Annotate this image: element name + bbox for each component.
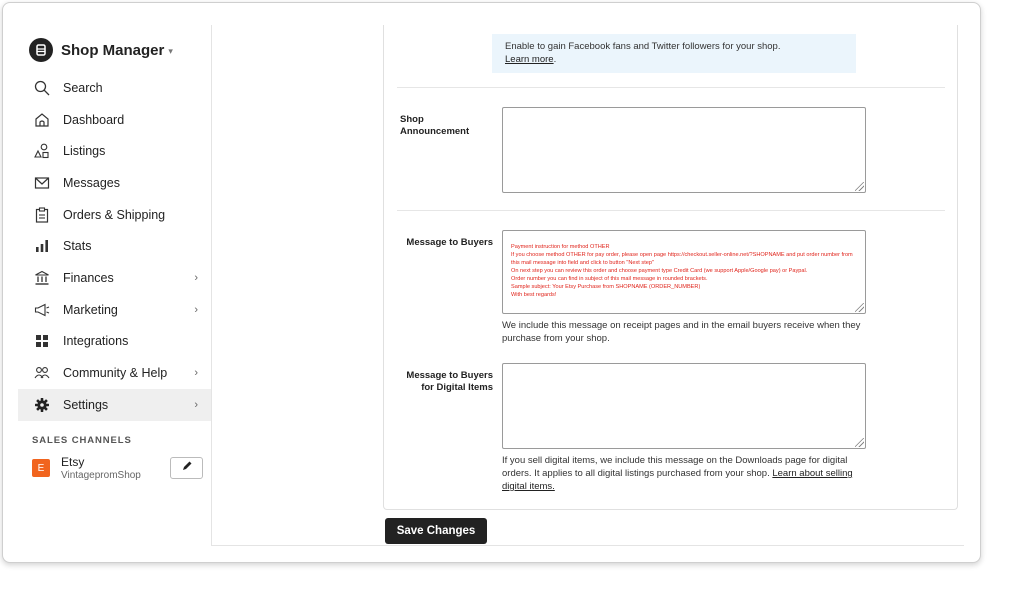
sidebar-item-label: Integrations — [63, 334, 129, 349]
digital-items-textarea[interactable] — [502, 363, 866, 449]
channel-text — [61, 455, 141, 481]
resize-handle-icon[interactable] — [855, 182, 864, 191]
sales-channels-heading: SALES CHANNELS — [32, 435, 132, 446]
bank-icon — [33, 269, 51, 287]
sidebar-item-label: Orders & Shipping — [63, 207, 166, 222]
learn-more-link[interactable]: Learn more — [505, 54, 554, 65]
edit-channel-button[interactable] — [170, 457, 203, 479]
message-help-text: We include this message on receipt pages and in the email buyers receive when they purchase from your shop. — [502, 320, 861, 344]
sidebar-item-messages[interactable] — [18, 167, 211, 199]
sidebar-item-label: Marketing — [63, 302, 118, 317]
sidebar-item-label: Messages — [63, 175, 120, 190]
section-divider — [397, 210, 945, 211]
announcement-textarea[interactable] — [502, 107, 866, 193]
sidebar-item-integrations[interactable] — [18, 326, 211, 358]
chevron-right-icon: › — [194, 303, 198, 316]
save-changes-button[interactable]: Save Changes — [385, 518, 487, 544]
shop-manager-menu[interactable] — [29, 38, 173, 62]
learn-more-suffix: . — [553, 54, 557, 65]
bar-chart-icon — [33, 237, 51, 255]
sidebar-item-label: Community & Help — [63, 366, 168, 381]
etsy-logo-icon: E — [32, 459, 50, 477]
digital-label-line2: for Digital Items — [421, 382, 493, 393]
megaphone-icon — [33, 301, 51, 319]
pencil-icon — [181, 459, 193, 477]
message-to-buyers-value: Payment instruction for method OTHER If you choose method OTHER for pay order, please open page https://checkout.seller-online.net/?SHOPNAME and put order number from this mail message into field and click to button "Next step" On next step you can review this order and choose payment type Credit Card (we support Apple/Google pay) or Paypal. Order number you can find in subject of this mail message in rounded brackets. Sample subject: Your Etsy Purchase from SHOPNAME (ORDER_NUMBER) With best regards! — [511, 244, 853, 298]
footer-divider — [211, 545, 964, 546]
sidebar-item-stats[interactable] — [18, 230, 211, 262]
sidebar — [3, 3, 211, 562]
digital-label-line1: Message to Buyers — [406, 370, 493, 381]
brand-title: Shop Manager — [61, 41, 165, 59]
sidebar-item-label: Finances — [63, 270, 114, 285]
channel-shop-name: VintagepromShop — [61, 470, 141, 481]
app-window — [2, 2, 981, 563]
message-to-buyers-label: Message to Buyers — [406, 237, 493, 248]
search-icon — [33, 79, 51, 97]
sidebar-item-label: Dashboard — [63, 112, 125, 127]
sidebar-item-label: Search — [63, 80, 103, 95]
sales-channel-etsy[interactable] — [32, 455, 141, 481]
sidebar-item-label: Stats — [63, 239, 92, 254]
clipboard-icon — [33, 206, 51, 224]
digital-help-body: If you sell digital items, we include this message on the Downloads page for digital orders. It applies to all digital listings purchased from your shop. — [502, 455, 848, 479]
resize-handle-icon[interactable] — [855, 303, 864, 312]
digital-items-label — [395, 370, 493, 394]
social-info-text: Enable to gain Facebook fans and Twitter followers for your shop. — [505, 41, 781, 52]
shop-manager-logo-icon — [29, 38, 53, 62]
sidebar-item-dashboard[interactable] — [18, 104, 211, 136]
home-icon — [33, 111, 51, 129]
sidebar-item-label: Listings — [63, 144, 106, 159]
sidebar-divider — [211, 25, 212, 546]
resize-handle-icon[interactable] — [855, 438, 864, 447]
social-learn-more-row — [505, 53, 843, 66]
social-info-box — [492, 34, 856, 73]
chevron-right-icon: › — [194, 271, 198, 284]
section-divider — [397, 87, 945, 88]
channel-name: Etsy — [61, 455, 85, 469]
shapes-icon — [33, 142, 51, 160]
sidebar-nav — [18, 72, 211, 421]
announcement-label: Shop Announcement — [400, 114, 470, 137]
sidebar-item-settings[interactable] — [18, 389, 211, 421]
sidebar-item-marketing[interactable] — [18, 294, 211, 326]
gear-icon — [33, 396, 51, 414]
sidebar-item-community-help[interactable] — [18, 357, 211, 389]
people-icon — [33, 364, 51, 382]
learn-about-digital-link[interactable]: Learn about selling digital items. — [502, 468, 853, 492]
chevron-right-icon: › — [194, 367, 198, 380]
envelope-icon — [33, 174, 51, 192]
grid-icon — [33, 332, 51, 350]
sidebar-item-search[interactable] — [18, 72, 211, 104]
sidebar-item-finances[interactable] — [18, 262, 211, 294]
sidebar-item-listings[interactable] — [18, 135, 211, 167]
sidebar-item-label: Settings — [63, 397, 109, 412]
chevron-down-icon: ▾ — [168, 45, 173, 56]
chevron-right-icon: › — [194, 398, 198, 411]
sidebar-item-orders-shipping[interactable] — [18, 199, 211, 231]
digital-help-text — [502, 454, 877, 493]
